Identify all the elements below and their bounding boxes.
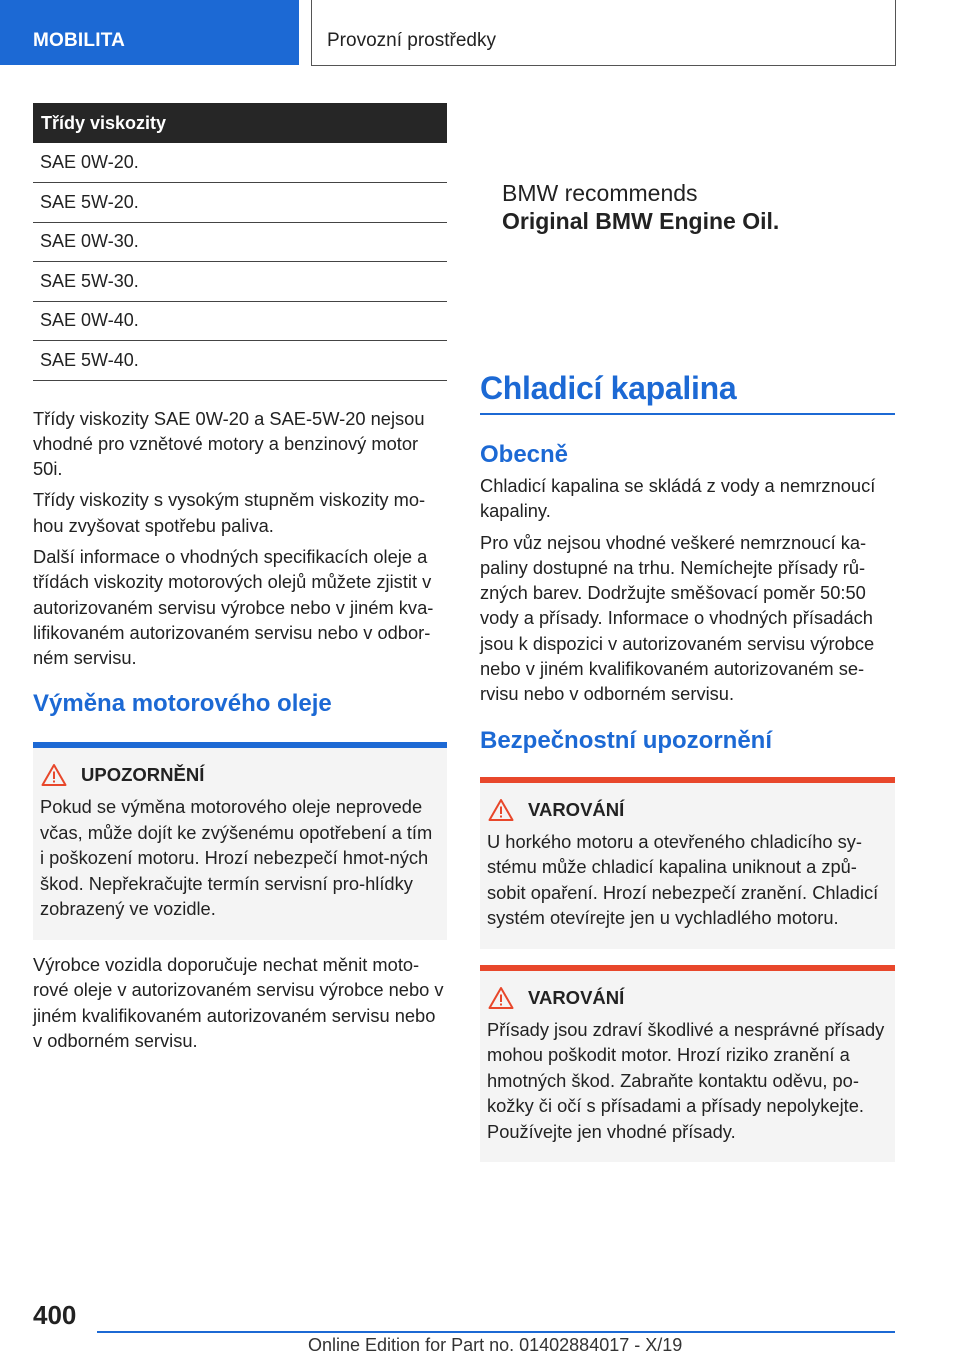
- warning-title-row: [487, 795, 885, 825]
- warning-title: VAROVÁNÍ: [528, 798, 625, 820]
- warning-triangle-icon: [41, 763, 67, 787]
- warning-title: VAROVÁNÍ: [528, 986, 625, 1008]
- right-column: [480, 370, 895, 1162]
- notice-text: Pokud se výměna motorového oleje neprovede včas, může dojít ke zvýšenému opotřebení a tím i poškození motoru. Hrozí nebezpečí hmot‐ných škod. Nepřekračujte termín servisní pro‐hlídky zobrazený ve vozidle.: [40, 796, 433, 920]
- chapter-tab: [311, 0, 896, 66]
- oil-recommendation-paragraph: Výrobce vozidla doporučuje nechat měnit moto‐rové oleje v autorizovaném servisu výrobce nebo v jiném kvalifikovaném autorizovaném servisu nebo v odborném servisu.: [33, 953, 444, 1051]
- oil-change-heading: Výměna motorového oleje: [33, 690, 332, 718]
- viscosity-table-header: Třídy viskozity: [33, 103, 447, 143]
- section-title: MOBILITA: [33, 30, 126, 51]
- warning-title-row: [487, 983, 885, 1013]
- warning-triangle-icon: [488, 798, 514, 822]
- viscosity-info-paragraph: Další informace o vhodných specifikacích oleje a třídách viskozity motorových olejů můžete zjistit v autorizovaném servisu výrobce nebo v jiném kva‐lifikovaném autorizovaném servisu nebo v odbor‐ném servisu.: [33, 545, 434, 669]
- coolant-info-paragraph: Pro vůz nejsou vhodné veškeré nemrznoucí ka‐paliny dostupné na trhu. Nemíchejte přísady rů‐zných barev. Dodržujte směšovací poměr 50:50 vody a přísady. Informace o vhodných přísadách jsou k dispozici v autorizovaném servisu výrobce nebo v jiném kvalifikovaném autorizovaném se‐rvisu nebo v odborném servisu.: [480, 531, 875, 705]
- table-row: [33, 143, 447, 183]
- bmw-logo-line2: Original BMW Engine Oil.: [502, 208, 780, 234]
- table-row: [33, 341, 447, 381]
- warning-triangle-icon: [488, 986, 514, 1010]
- table-cell: SAE 0W-20.: [33, 143, 447, 183]
- general-heading: Obecně: [480, 441, 569, 468]
- table-cell: SAE 5W-20.: [33, 183, 447, 223]
- warning-box-2: [480, 965, 895, 1163]
- section-tab: [0, 0, 299, 65]
- table-row: [33, 262, 447, 302]
- left-column: [33, 103, 447, 1053]
- table-row: [33, 301, 447, 341]
- viscosity-note-paragraph: Třídy viskozity SAE 0W-20 a SAE-5W-20 nejsou vhodné pro vznětové motory a benzinový motor 50i.: [33, 407, 425, 480]
- warning-box-1: [480, 777, 895, 949]
- viscosity-table: [33, 103, 447, 381]
- viscosity-fuel-paragraph: Třídy viskozity s vysokým stupněm viskozity mo‐hou zvyšovat spotřebu paliva.: [33, 489, 426, 536]
- warning-text: U horkého motoru a otevřeného chladicího sy‐stému může chladicí kapalina uniknout a způ‐sobit opaření. Hrozí nebezpečí zranění. Chladicí systém otevírejte jen u vychladlého motoru.: [487, 830, 879, 929]
- coolant-heading: Chladicí kapalina: [480, 370, 737, 406]
- footer-rule: [97, 1331, 895, 1333]
- table-row: [33, 183, 447, 223]
- page-number: 400: [33, 1300, 77, 1330]
- table-cell: SAE 0W-30.: [33, 222, 447, 262]
- bmw-oil-logo: [502, 180, 882, 235]
- table-cell: SAE 5W-40.: [33, 341, 447, 381]
- bmw-logo-line1: BMW recommends: [502, 180, 698, 206]
- footer-edition: [308, 1335, 682, 1356]
- notice-box: [33, 742, 447, 940]
- table-cell: SAE 5W-30.: [33, 262, 447, 302]
- notice-title-row: [40, 760, 437, 790]
- chapter-title: Provozní prostředky: [327, 30, 496, 51]
- footer-edition-text: Online Edition for Part no. 01402884017 - X/19: [308, 1335, 683, 1355]
- heading-underline: [480, 413, 895, 415]
- coolant-composition-paragraph: Chladicí kapalina se skládá z vody a nemrznoucí kapaliny.: [480, 475, 876, 522]
- table-row: [33, 222, 447, 262]
- safety-heading: Bezpečnostní upozornění: [480, 726, 773, 754]
- table-cell: SAE 0W-40.: [33, 301, 447, 341]
- warning-text: Přísady jsou zdraví škodlivé a nesprávné přísady mohou poškodit motor. Hrozí riziko zranění a hmotných škod. Zabraňte kontaktu oděvu, po‐kožky či očí s přísadami a přísady nepolykejte. Používejte jen vhodné přísady.: [487, 1018, 885, 1142]
- notice-title: UPOZORNĚNÍ: [81, 764, 205, 786]
